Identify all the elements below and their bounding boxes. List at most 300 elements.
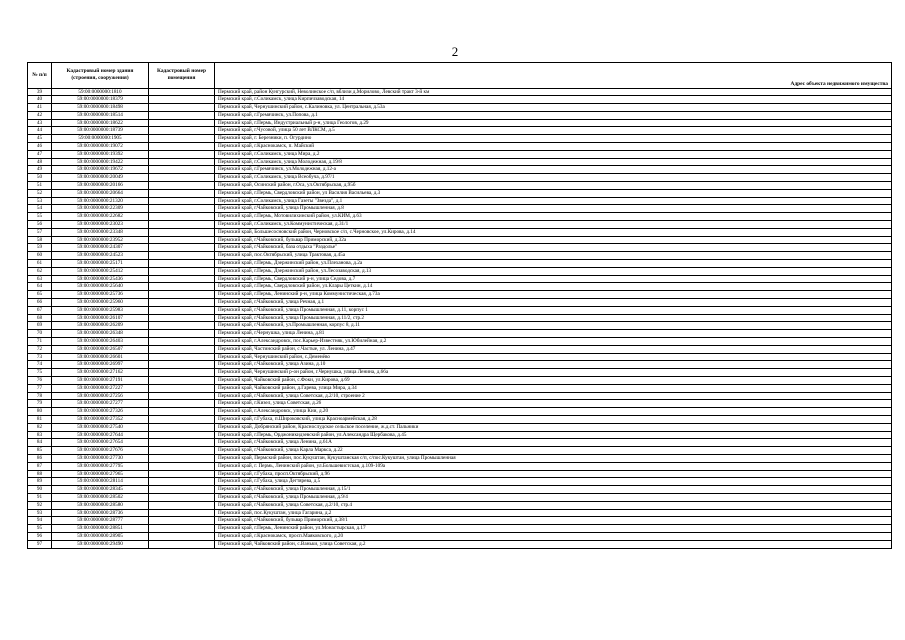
table-row (28, 314, 892, 322)
cadastral-number-cell: 59:00:0000000:1905 (52, 135, 149, 143)
table-row (28, 415, 892, 423)
address-cell: Пермский край, г.Губаха, улица Дегтярева, д.5 (215, 478, 892, 486)
row-number-cell: 87 (28, 462, 52, 470)
page-number: 2 (451, 44, 459, 59)
row-number-cell: 42 (28, 111, 52, 119)
cadastral-number-cell: 59:00:0000000:18739 (52, 127, 149, 135)
cadastral-number-cell: 59:00:0000000:28777 (52, 517, 149, 525)
room-number-cell (149, 540, 215, 548)
table-row (28, 376, 892, 384)
row-number-cell: 49 (28, 166, 52, 174)
room-number-cell (149, 525, 215, 533)
address-cell: Пермский край, г.Чайковский, улица Промышленная, д.11/2, стр.2 (215, 314, 892, 322)
room-number-cell (149, 150, 215, 158)
room-number-cell (149, 322, 215, 330)
row-number-cell: 41 (28, 104, 52, 112)
address-cell: Пермский край, г.Чернушка, улица Ленина, д.81 (215, 330, 892, 338)
row-number-cell: 53 (28, 197, 52, 205)
table-row (28, 127, 892, 135)
table-row (28, 221, 892, 229)
address-cell: Пермский край, г.Чайковский, улица Промышленная, д.11, корпус 1 (215, 306, 892, 314)
room-number-cell (149, 111, 215, 119)
room-number-cell (149, 127, 215, 135)
room-number-cell (149, 384, 215, 392)
row-number-cell: 91 (28, 493, 52, 501)
room-number-cell (149, 462, 215, 470)
table-row (28, 96, 892, 104)
table-row (28, 111, 892, 119)
address-cell: Пермский край, г.Соликамск, ул.Коммунистическая, д.31/1 (215, 221, 892, 229)
cadastral-number-cell: 59:00:0000000:26507 (52, 345, 149, 353)
table-row (28, 275, 892, 283)
address-cell: Пермский край, г.Чайковский, улица Советская, д.2/10, строение 2 (215, 392, 892, 400)
address-cell: Пермский край, г.Пермь, Свердловский район, ул.Клары Цеткин, д.14 (215, 283, 892, 291)
row-number-cell: 81 (28, 415, 52, 423)
address-cell: Пермский край, г.Чайковский, улица Азина, д.10 (215, 361, 892, 369)
row-number-cell: 90 (28, 486, 52, 494)
cadastral-number-cell: 59:00:0000000:28502 (52, 493, 149, 501)
room-number-cell (149, 283, 215, 291)
table-row (28, 400, 892, 408)
address-cell: Пермский край, г.Чайковский, улица Карла Маркса, д.22 (215, 447, 892, 455)
table-row (28, 369, 892, 377)
table-body (28, 88, 892, 548)
address-cell: Пермский край, пос.Октябрьский, улица Трактовая, д.45а (215, 252, 892, 260)
table-row (28, 532, 892, 540)
row-number-cell: 73 (28, 353, 52, 361)
table-row (28, 361, 892, 369)
row-number-cell: 45 (28, 135, 52, 143)
room-number-cell (149, 338, 215, 346)
address-cell: Пермский край, г.Губаха, просп.Октябрьский, д.96 (215, 470, 892, 478)
address-cell: Пермский край, Чайковский район, с.Фоки, ул.Кирова, д.69 (215, 376, 892, 384)
row-number-cell: 76 (28, 376, 52, 384)
address-cell: Пермский край, Частинский район, с.Частые, ул. Ленина, д.47 (215, 345, 892, 353)
cadastral-number-cell: 59:00:0000000:26209 (52, 322, 149, 330)
room-number-cell (149, 197, 215, 205)
table-row (28, 143, 892, 151)
room-number-cell (149, 88, 215, 96)
room-number-cell (149, 345, 215, 353)
cadastral-number-cell: 59:00:0000000:18622 (52, 119, 149, 127)
cadastral-number-cell: 59:00:0000000:18498 (52, 104, 149, 112)
room-number-cell (149, 361, 215, 369)
room-number-cell (149, 166, 215, 174)
cadastral-number-cell: 59:00:0000000:26997 (52, 361, 149, 369)
table-row (28, 291, 892, 299)
room-number-cell (149, 306, 215, 314)
room-number-cell (149, 135, 215, 143)
table-row (28, 486, 892, 494)
table-row (28, 384, 892, 392)
address-cell: Пермский край, Чайковский район, д.Гарева, улица Мира, д.34 (215, 384, 892, 392)
room-number-cell (149, 454, 215, 462)
row-number-cell: 77 (28, 384, 52, 392)
address-cell: Пермский край, г.Чайковский, улица Промышленная, д.15/1 (215, 486, 892, 494)
cadastral-number-cell: 59:00:0000000:27256 (52, 392, 149, 400)
cadastral-number-cell: 59:00:0000000:27162 (52, 369, 149, 377)
address-cell: Пермский край, г.Краснокамск, п. Майский (215, 143, 892, 151)
cadastral-number-cell: 59:00:0000000:25436 (52, 275, 149, 283)
cadastral-number-cell: 59:00:0000000:28114 (52, 478, 149, 486)
address-cell: Пермский край, г.Пермь, Ленинский район, ул.Монастырская, д.17 (215, 525, 892, 533)
cadastral-number-cell: 59:00:0000000:19072 (52, 143, 149, 151)
table-row (28, 213, 892, 221)
row-number-cell: 66 (28, 299, 52, 307)
cadastral-number-cell: 59:00:0000000:26107 (52, 314, 149, 322)
cadastral-number-cell: 59:00:0000000:22682 (52, 213, 149, 221)
address-cell: Пермский край, Чайковский район, с.Ваньки, улица Советская, д.2 (215, 540, 892, 548)
table-row (28, 88, 892, 96)
row-number-cell: 67 (28, 306, 52, 314)
table-row (28, 330, 892, 338)
table-row (28, 525, 892, 533)
row-number-cell: 55 (28, 213, 52, 221)
row-number-cell: 57 (28, 228, 52, 236)
address-cell: Пермский край, Добрянский район, Краснослудское сельское поселение, ж.д.ст. Пальники (215, 423, 892, 431)
row-number-cell: 82 (28, 423, 52, 431)
address-cell: Пермский край, г.Чайковский, бульвар Приморский, д.38/1 (215, 517, 892, 525)
row-number-cell: 54 (28, 205, 52, 213)
table-row (28, 454, 892, 462)
room-number-cell (149, 228, 215, 236)
table-row (28, 345, 892, 353)
address-cell: Пермский край, г.Соликамск, улица Всеобуча, д.97/1 (215, 174, 892, 182)
room-number-cell (149, 447, 215, 455)
row-number-cell: 85 (28, 447, 52, 455)
address-cell: Пермский край, г.Чайковский, улица Речная, д.1 (215, 299, 892, 307)
row-number-cell: 43 (28, 119, 52, 127)
room-number-cell (149, 221, 215, 229)
row-number-cell: 40 (28, 96, 52, 104)
address-cell: Пермский край, г. Пермь, Ленинский район, ул.Большевистская, д.109-109а (215, 462, 892, 470)
table-row (28, 517, 892, 525)
room-number-cell (149, 236, 215, 244)
table-row (28, 244, 892, 252)
address-cell: Пермский край, г.Чайковский, база отдыха "Раздолье" (215, 244, 892, 252)
cadastral-number-cell: 59:00:0000000:25640 (52, 283, 149, 291)
table-row (28, 205, 892, 213)
col-header-cadastral-building: Кадастровый номер здания (строения, сооружения) (52, 63, 149, 89)
cadastral-number-cell: 59:00:0000000:27676 (52, 447, 149, 455)
cadastral-number-cell: 59:00:0000000:24307 (52, 244, 149, 252)
row-number-cell: 78 (28, 392, 52, 400)
row-number-cell: 68 (28, 314, 52, 322)
address-cell: Пермский край, г.Пермь, Ленинский р-н, улица Коммунистическая, д.73а (215, 291, 892, 299)
row-number-cell: 92 (28, 501, 52, 509)
address-cell: Пермский край, г.Кизел, улица Советская, д.26 (215, 400, 892, 408)
cadastral-number-cell: 59:00:0000000:26601 (52, 353, 149, 361)
row-number-cell: 47 (28, 150, 52, 158)
room-number-cell (149, 275, 215, 283)
row-number-cell: 63 (28, 275, 52, 283)
table-row (28, 306, 892, 314)
address-cell: Пермский край, г.Соликамск, улица Газеты "Звезда", д.1 (215, 197, 892, 205)
table-row (28, 267, 892, 275)
row-number-cell: 50 (28, 174, 52, 182)
room-number-cell (149, 299, 215, 307)
room-number-cell (149, 423, 215, 431)
cadastral-number-cell: 59:00:0000000:19422 (52, 158, 149, 166)
address-cell: Пермский край, Пермский район, пос.Кукуштан, Кукуштанская с/п, с/пос.Кукуштан, улица Промышленная (215, 454, 892, 462)
row-number-cell: 56 (28, 221, 52, 229)
row-number-cell: 61 (28, 260, 52, 268)
row-number-cell: 88 (28, 470, 52, 478)
address-cell: Пермский край, г.Гремячинск, ул.Попова, д.1 (215, 111, 892, 119)
cadastral-number-cell: 59:00:0000000:27965 (52, 470, 149, 478)
row-number-cell: 65 (28, 291, 52, 299)
room-number-cell (149, 182, 215, 190)
cadastral-number-cell: 59:00:0000000:28580 (52, 501, 149, 509)
room-number-cell (149, 509, 215, 517)
table-row (28, 353, 892, 361)
room-number-cell (149, 400, 215, 408)
address-cell: Пермский край, г.Соликамск, улица Молодежная, д.19/8 (215, 158, 892, 166)
cadastral-number-cell: 59:00:0000000:28905 (52, 532, 149, 540)
room-number-cell (149, 415, 215, 423)
row-number-cell: 48 (28, 158, 52, 166)
table-row (28, 260, 892, 268)
cadastral-number-cell: 59:00:0000000:28736 (52, 509, 149, 517)
col-header-cadastral-room: Кадастровый номер помещения (149, 63, 215, 89)
table-row (28, 423, 892, 431)
table-row (28, 119, 892, 127)
row-number-cell: 80 (28, 408, 52, 416)
table-row (28, 182, 892, 190)
row-number-cell: 60 (28, 252, 52, 260)
row-number-cell: 93 (28, 509, 52, 517)
row-number-cell: 44 (28, 127, 52, 135)
room-number-cell (149, 260, 215, 268)
address-cell: Пермский край, г. Березники, п. Огурдино (215, 135, 892, 143)
address-cell: Пермский край, г.Пермь, Свердловский район, ул Василия Васильева, д.3 (215, 189, 892, 197)
cadastral-number-cell: 59:00:0000000:25736 (52, 291, 149, 299)
room-number-cell (149, 291, 215, 299)
address-cell: Пермский край, г.Чайковский, ул.Промышленная, корпус 8, д.11 (215, 322, 892, 330)
table-row (28, 447, 892, 455)
room-number-cell (149, 189, 215, 197)
room-number-cell (149, 376, 215, 384)
table-row (28, 392, 892, 400)
table-row (28, 150, 892, 158)
table-row (28, 158, 892, 166)
address-cell: Пермский край, район Кунгурский, Неволинское с/п, вблизи д.Морилово, Левский тракт 3-й км (215, 88, 892, 96)
address-cell: Пермский край, г.Чусовой, улица 50 лет ВЛКСМ, д.5 (215, 127, 892, 135)
cadastral-number-cell: 59:00:0000000:20664 (52, 189, 149, 197)
address-cell: Пермский край, г.Александровск, улица Кии, д.20 (215, 408, 892, 416)
table-row (28, 431, 892, 439)
table-row (28, 299, 892, 307)
table-row (28, 189, 892, 197)
cadastral-number-cell: 59:00:0000000:1810 (52, 88, 149, 96)
row-number-cell: 75 (28, 369, 52, 377)
cadastral-number-cell: 59:00:0000000:23952 (52, 236, 149, 244)
address-cell: Пермский край, пос.Кукуштан, улица Гагарина, д.2 (215, 509, 892, 517)
cadastral-number-cell: 59:00:0000000:27654 (52, 439, 149, 447)
room-number-cell (149, 353, 215, 361)
header-row (28, 63, 892, 81)
address-cell: Пермский край, г.Пермь, Мотовилихинский район, ул.КИМ, д.63 (215, 213, 892, 221)
cadastral-number-cell: 59:00:0000000:19392 (52, 150, 149, 158)
row-number-cell: 62 (28, 267, 52, 275)
table-row (28, 135, 892, 143)
row-number-cell: 89 (28, 478, 52, 486)
room-number-cell (149, 470, 215, 478)
cadastral-number-cell: 59:00:0000000:28851 (52, 525, 149, 533)
table-row (28, 283, 892, 291)
room-number-cell (149, 478, 215, 486)
cadastral-number-cell: 59:00:0000000:23023 (52, 221, 149, 229)
address-cell: Пермский край, Осинский район, г.Оса, ул.Октябрьская, д.95б (215, 182, 892, 190)
cadastral-number-cell: 59:00:0000000:25983 (52, 306, 149, 314)
address-cell: Пермский край, г.Чайковский, улица Промышленная, д.9/4 (215, 493, 892, 501)
table-row (28, 174, 892, 182)
cadastral-number-cell: 59:00:0000000:29490 (52, 540, 149, 548)
cadastral-number-cell: 59:00:0000000:27540 (52, 423, 149, 431)
row-number-cell: 72 (28, 345, 52, 353)
cadastral-number-cell: 59:00:0000000:27795 (52, 462, 149, 470)
row-number-cell: 71 (28, 338, 52, 346)
address-cell: Пермский край, г.Губаха, п.Широковский, улица Красноармейская, д.28 (215, 415, 892, 423)
address-cell: Пермский край, г.Пермь, Орджоникидзевский район, ул.Александра Щербакова, д.45 (215, 431, 892, 439)
cadastral-number-cell: 59:00:0000000:27730 (52, 454, 149, 462)
room-number-cell (149, 244, 215, 252)
room-number-cell (149, 330, 215, 338)
room-number-cell (149, 532, 215, 540)
table-row (28, 322, 892, 330)
table-row (28, 470, 892, 478)
room-number-cell (149, 517, 215, 525)
room-number-cell (149, 501, 215, 509)
row-number-cell: 51 (28, 182, 52, 190)
row-number-cell: 83 (28, 431, 52, 439)
table-row (28, 338, 892, 346)
table-row (28, 478, 892, 486)
col-header-num: № п/п (28, 63, 52, 89)
room-number-cell (149, 314, 215, 322)
cadastral-number-cell: 59:00:0000000:27227 (52, 384, 149, 392)
cadastral-number-cell: 59:00:0000000:25412 (52, 267, 149, 275)
cadastral-number-cell: 59:00:0000000:20166 (52, 182, 149, 190)
address-cell: Пермский край, г.Чайковский, улица Советская, д.2/10, стр.4 (215, 501, 892, 509)
table-row (28, 252, 892, 260)
room-number-cell (149, 143, 215, 151)
address-cell: Пермский край, Большесосновский район, Черновское с/п, с.Черновское, ул.Кирова, д.14 (215, 228, 892, 236)
table-row (28, 493, 892, 501)
cadastral-number-cell: 59:00:0000000:19672 (52, 166, 149, 174)
cadastral-number-cell: 59:00:0000000:27326 (52, 408, 149, 416)
row-number-cell: 79 (28, 400, 52, 408)
table-row (28, 236, 892, 244)
address-cell: Пермский край, г.Пермь, Дзержинский район, ул.Плеханова, д.2а (215, 260, 892, 268)
row-number-cell: 46 (28, 143, 52, 151)
cadastral-number-cell: 59:00:0000000:28345 (52, 486, 149, 494)
room-number-cell (149, 486, 215, 494)
property-register-table (27, 62, 892, 549)
address-cell: Пермский край, г.Чайковский, улица Промышленная, д.8 (215, 205, 892, 213)
cadastral-number-cell: 59:00:0000000:25960 (52, 299, 149, 307)
col-header-address: Адрес объекта недвижимого имущества (215, 81, 892, 89)
row-number-cell: 64 (28, 283, 52, 291)
row-number-cell: 69 (28, 322, 52, 330)
cadastral-number-cell: 59:00:0000000:25171 (52, 260, 149, 268)
table-row (28, 439, 892, 447)
address-cell: Пермский край, г.Чайковский, улица Ленина, д.61А (215, 439, 892, 447)
room-number-cell (149, 213, 215, 221)
table-row (28, 540, 892, 548)
row-number-cell: 96 (28, 532, 52, 540)
room-number-cell (149, 104, 215, 112)
address-cell: Пермский край, Чернушинский район, с.Деменёво (215, 353, 892, 361)
address-cell: Пермский край, г.Гремячинск, ул.Молодежная, д.12-а (215, 166, 892, 174)
address-cell: Пермский край, г.Пермь, Дзержинский район, ул.Лесозаводская, д.13 (215, 267, 892, 275)
room-number-cell (149, 267, 215, 275)
address-cell: Пермский край, г.Александровск, пос.Карьер-Известняк, ул.Юбилейная, д.2 (215, 338, 892, 346)
address-cell: Пермский край, г.Чайковский, бульвар Приморский, д.32а (215, 236, 892, 244)
room-number-cell (149, 174, 215, 182)
row-number-cell: 86 (28, 454, 52, 462)
table-row (28, 462, 892, 470)
cadastral-number-cell: 59:00:0000000:18379 (52, 96, 149, 104)
row-number-cell: 58 (28, 236, 52, 244)
row-number-cell: 70 (28, 330, 52, 338)
table-row (28, 509, 892, 517)
room-number-cell (149, 119, 215, 127)
room-number-cell (149, 369, 215, 377)
table-row (28, 104, 892, 112)
room-number-cell (149, 252, 215, 260)
address-cell: Пермский край, Чернушинский р-он район, г.Чернушка, улица Ленина, д.66а (215, 369, 892, 377)
address-cell: Пермский край, Чернушинский район, с.Калиновка, ул. Центральная, д.53а (215, 104, 892, 112)
table-row (28, 166, 892, 174)
address-cell: Пермский край, г.Пермь, Индустриальный р-н, улица Геологов, д.29 (215, 119, 892, 127)
address-cell: Пермский край, г.Пермь, Свердловский р-н, улица Седова, д.7 (215, 275, 892, 283)
cadastral-number-cell: 59:00:0000000:20049 (52, 174, 149, 182)
room-number-cell (149, 205, 215, 213)
cadastral-number-cell: 59:00:0000000:22309 (52, 205, 149, 213)
room-number-cell (149, 392, 215, 400)
room-number-cell (149, 431, 215, 439)
col-header-address-top (215, 63, 892, 81)
room-number-cell (149, 493, 215, 501)
row-number-cell: 84 (28, 439, 52, 447)
room-number-cell (149, 408, 215, 416)
table-row (28, 197, 892, 205)
cadastral-number-cell: 59:00:0000000:27352 (52, 415, 149, 423)
cadastral-number-cell: 59:00:0000000:21320 (52, 197, 149, 205)
cadastral-number-cell: 59:00:0000000:26348 (52, 330, 149, 338)
table-row (28, 408, 892, 416)
row-number-cell: 52 (28, 189, 52, 197)
room-number-cell (149, 158, 215, 166)
address-cell: Пермский край, г.Соликамск, улица Мира, д.2 (215, 150, 892, 158)
table-row (28, 501, 892, 509)
room-number-cell (149, 96, 215, 104)
cadastral-number-cell: 59:00:0000000:27191 (52, 376, 149, 384)
room-number-cell (149, 439, 215, 447)
cadastral-number-cell: 59:00:0000000:27277 (52, 400, 149, 408)
cadastral-number-cell: 59:00:0000000:27644 (52, 431, 149, 439)
address-cell: Пермский край, г.Краснокамск, просп.Маяковского, д.20 (215, 532, 892, 540)
row-number-cell: 94 (28, 517, 52, 525)
address-cell: Пермский край, г.Соликамск, улица Кирпичзаводская, 14 (215, 96, 892, 104)
cadastral-number-cell: 59:00:0000000:18514 (52, 111, 149, 119)
cadastral-number-cell: 59:00:0000000:23348 (52, 228, 149, 236)
row-number-cell: 95 (28, 525, 52, 533)
cadastral-number-cell: 59:00:0000000:26403 (52, 338, 149, 346)
table-row (28, 228, 892, 236)
row-number-cell: 97 (28, 540, 52, 548)
